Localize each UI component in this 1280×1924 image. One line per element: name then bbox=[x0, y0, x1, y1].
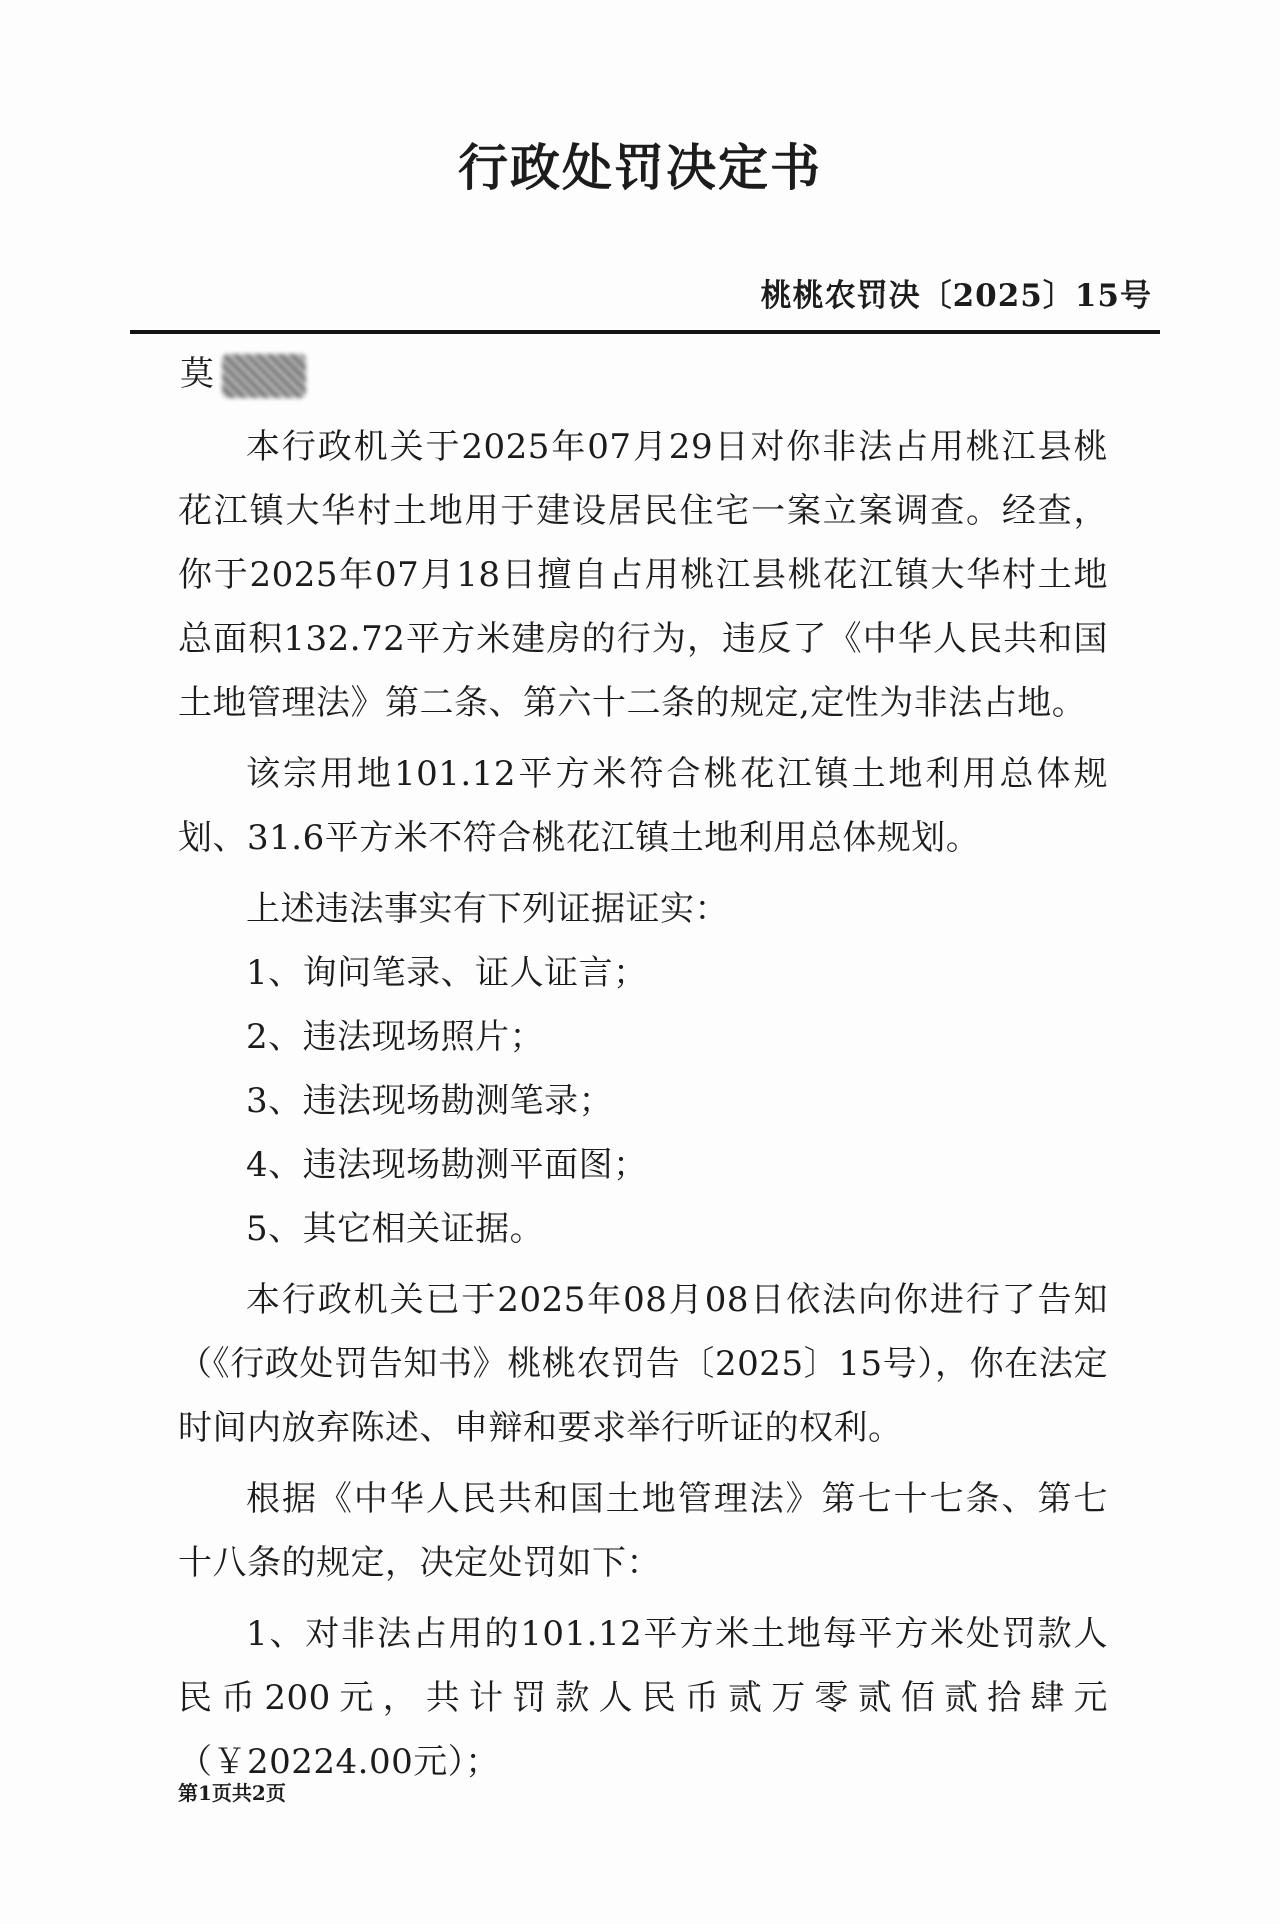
paragraph-investigation: 本行政机关于2025年07月29日对你非法占用桃江县桃花江镇大华村土地用于建设居民住宅一案立案调查。经查，你于2025年07月18日擅自占用桃江县桃花江镇大华村土地总面积132.72平方米建房的行为，违反了《中华人民共和国土地管理法》第二条、第六十二条的规定,定性为非法占地。 bbox=[178, 427, 1108, 723]
paragraph-land-planning: 该宗用地101.12平方米符合桃花江镇土地利用总体规划、31.6平方米不符合桃花江镇土地利用总体规划。 bbox=[178, 754, 1108, 858]
redacted-name-blur bbox=[222, 354, 306, 398]
evidence-item-1: 1、询问笔录、证人证言； bbox=[246, 953, 648, 993]
evidence-item-3: 3、违法现场勘测笔录； bbox=[246, 1081, 614, 1121]
evidence-item-2: 2、违法现场照片； bbox=[246, 1017, 545, 1057]
document-title: 行政处罚决定书 bbox=[458, 138, 822, 197]
header-divider bbox=[130, 330, 1160, 334]
evidence-item-4: 4、违法现场勘测平面图； bbox=[246, 1145, 648, 1185]
document-body bbox=[178, 415, 1108, 1801]
paragraph-notice: 本行政机关已于2025年08月08日依法向你进行了告知（《行政处罚告知书》桃桃农罚告〔2025〕15号），你在法定时间内放弃陈述、申辩和要求举行听证的权利。 bbox=[178, 1280, 1108, 1448]
penalty-item-1: 1、对非法占用的101.12平方米土地每平方米处罚款人民币200元，共计罚款人民币贰万零贰佰贰拾肆元（￥20224.00元）； bbox=[178, 1614, 1108, 1782]
addressee-surname: 莫 bbox=[180, 354, 214, 394]
addressee bbox=[180, 350, 306, 398]
document-number: 桃桃农罚决〔2025〕15号 bbox=[760, 278, 1152, 314]
paragraph-evidence-intro: 上述违法事实有下列证据证实： bbox=[246, 889, 729, 929]
page-footer: 第1页共2页 bbox=[178, 1781, 286, 1805]
paragraph-legal-basis: 根据《中华人民共和国土地管理法》第七十七条、第七十八条的规定，决定处罚如下： bbox=[178, 1479, 1108, 1583]
evidence-item-5: 5、其它相关证据。 bbox=[246, 1209, 545, 1249]
